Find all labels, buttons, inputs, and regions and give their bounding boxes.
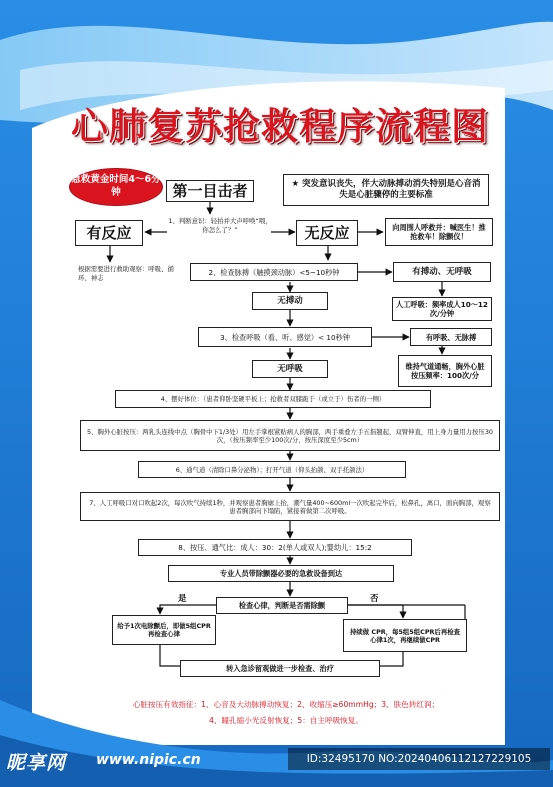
watermark-id: ID:32495170 NO:20240406112127229105: [288, 748, 550, 770]
step5-box: 5、胸外心脏按压：两乳头连线中点（胸骨中下1/3处）用左手掌根紧贴病人的胸部，两手重叠左手五指翘起，双臂伸直，用上身力量用力按压30次，（按压频率至少100次/分，按压深度至少5cm）: [80, 420, 500, 451]
call-help-box: 向周围人呼救并：喊医生！推抢救车！除颤仪！: [385, 218, 493, 246]
no-breath-box: 无呼吸: [252, 360, 328, 378]
no-pulse-box: 无搏动: [252, 292, 328, 310]
step1-text: 1、判断意识：轻拍并大声呼唤“喂，你怎么了？”: [168, 217, 272, 234]
check-rhythm-box: 检查心律，判断是否需除颤: [216, 597, 348, 614]
page-title: 心肺复苏抢救程序流程图: [71, 104, 489, 148]
effective-signs-line1: 心脏按压有效指征：1、心音及大动脉搏动恢复；2、收缩压≥60mmHg；3、肤色转红润；: [132, 700, 440, 709]
step2-box: 2、检查脉搏（触摸颈动脉）<5~10秒钟: [190, 263, 358, 281]
effective-signs-line2: 4、瞳孔缩小光反射恢复；5：自主呼吸恢复。: [209, 716, 363, 725]
responsive-box: 有反应: [75, 220, 143, 246]
unresponsive-box: 无反应: [296, 220, 358, 246]
step8-box: 8、按压、通气比：成人：30：2(单人或双人);婴幼儿：15:2: [138, 539, 412, 556]
has-pulse-box: 有搏动、无呼吸: [393, 262, 491, 282]
first-witness-box: 第一目击者: [166, 180, 254, 202]
diagnosis-note-box: ★ 突发意识丧失，伴大动脉搏动消失特别是心音消失是心脏骤停的主要标准: [283, 174, 489, 206]
golden-time-badge: 急救黄金时间4～6分钟: [69, 168, 163, 206]
continue-cpr-box: 持续做 CPR，每5组5组CPR后再检查心律1次，再继续做CPR: [343, 619, 467, 652]
watermark-url: www.nipic.cn: [96, 752, 201, 768]
step6-box: 6、通气道（清除口鼻分泌物）；打开气道（仰头抬颌、双手托颌法）: [138, 461, 406, 478]
breath-no-pulse-box: 有呼吸、无脉搏: [410, 328, 492, 346]
no-label: 否: [370, 594, 379, 604]
rescue-breathing-box: 人工呼吸：频率成人10～12次/分钟: [392, 297, 492, 321]
step7-box: 7、人工呼吸口对口吹起2次，每次吹气持续1秒，并观察患者胸廓上抬，潮气量400~600ml一次吹起完毕后，松鼻孔，离口，面向胸部，观察患者胸部向下塌陷，紧接着做第二次呼吸。: [80, 492, 500, 521]
step4-box: 4、摆好体位：（患者仰卧坚硬平板上；抢救者双膝跪于（或立于）伤者的一侧）: [115, 390, 431, 408]
shock-box: 给予1次电除颤后，即做5组CPR再检查心律: [112, 615, 216, 645]
transfer-box: 转入急诊留观做进一步检查、治疗: [180, 660, 380, 677]
responsive-note: 根据需要进行救助观察：呼吸、循环、神志: [78, 265, 174, 282]
step3-box: 3、检查呼吸（看、听、感觉）< 10秒钟: [198, 327, 372, 347]
aed-arrive-box: 专业人员带除颤器必要的急救设备到达: [168, 565, 394, 582]
keep-airway-box: 维持气道通畅，胸外心脏按压频率：100次/分: [398, 355, 492, 387]
yes-label: 是: [178, 594, 187, 604]
watermark-logo: 昵享网: [6, 752, 67, 774]
